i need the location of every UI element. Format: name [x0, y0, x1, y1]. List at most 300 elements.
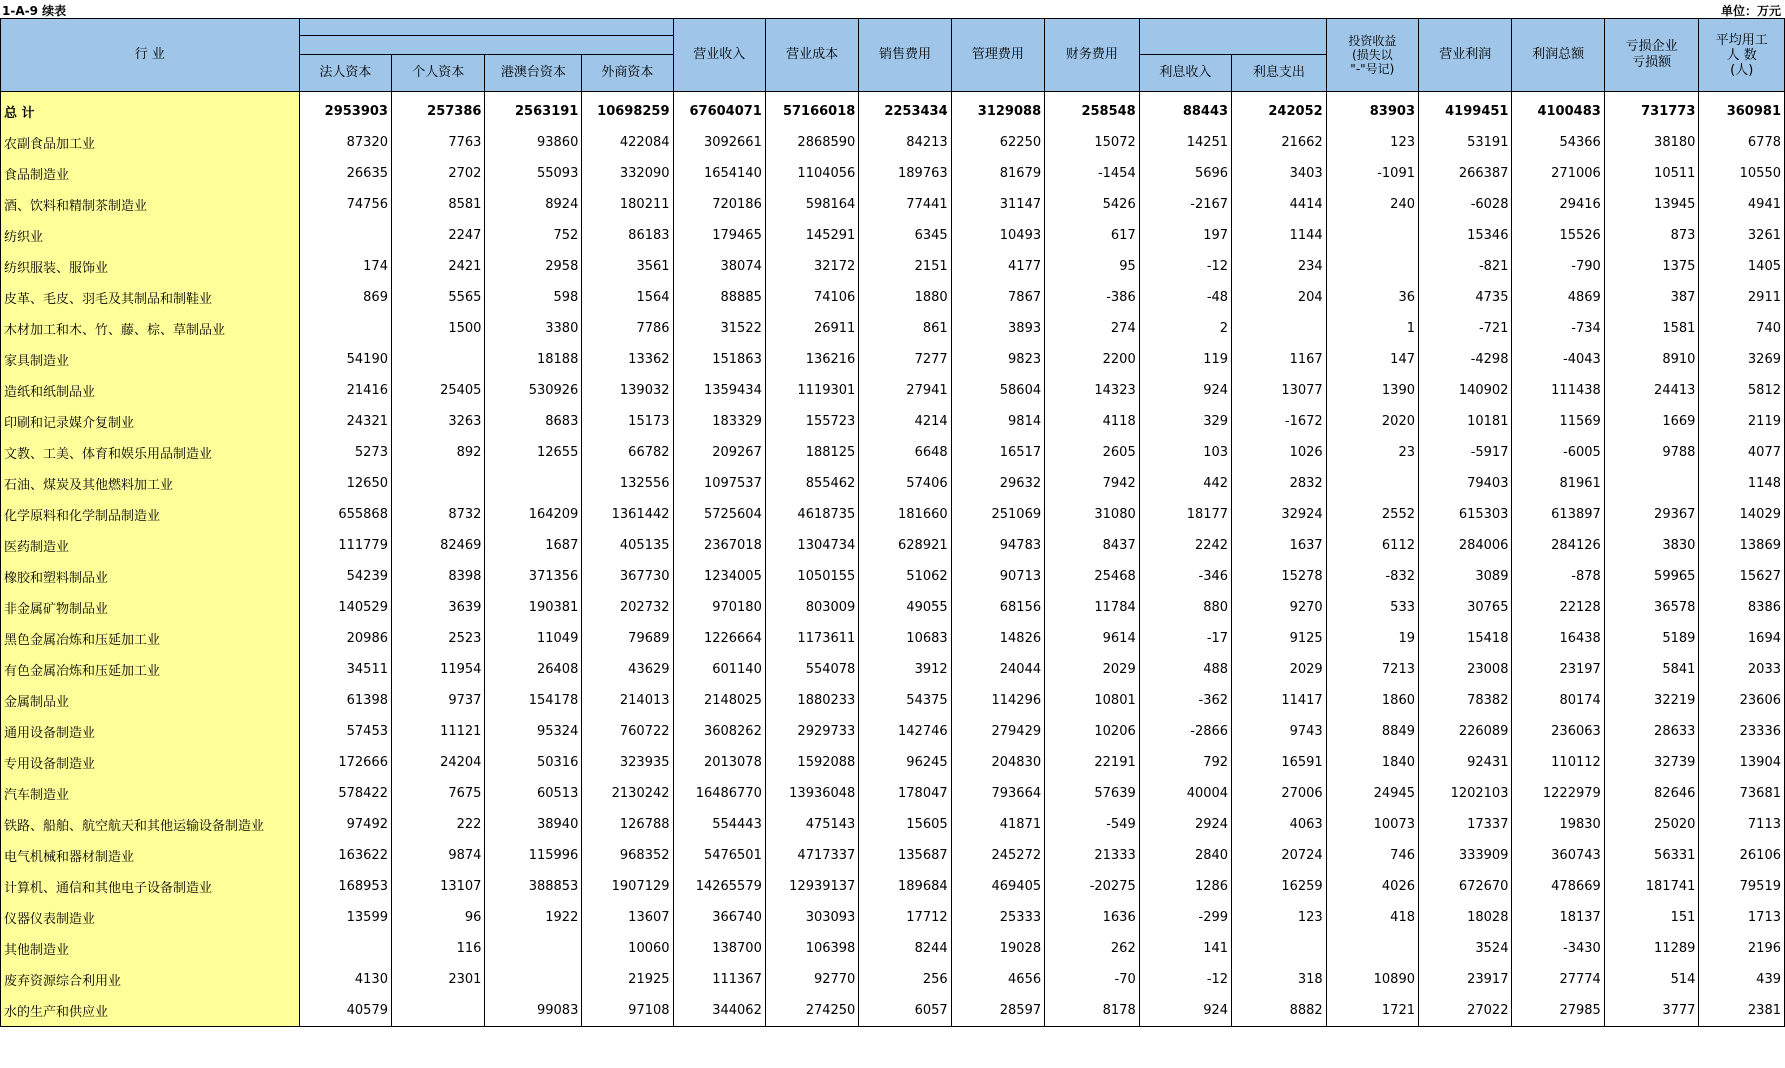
value-cell: 2552: [1326, 499, 1418, 530]
value-cell: 2029: [1045, 654, 1140, 685]
value-cell: 82469: [391, 530, 484, 561]
value-cell: 792: [1139, 747, 1231, 778]
value-cell: 18177: [1139, 499, 1231, 530]
value-cell: 5725604: [673, 499, 765, 530]
value-cell: -878: [1512, 561, 1604, 592]
value-cell: 1592088: [765, 747, 858, 778]
value-cell: [1326, 251, 1418, 282]
value-cell: 11569: [1512, 406, 1604, 437]
value-cell: 4077: [1699, 437, 1785, 468]
value-cell: 488: [1139, 654, 1231, 685]
value-cell: 6112: [1326, 530, 1418, 561]
value-cell: 1167: [1232, 344, 1327, 375]
table-row: [1, 127, 1785, 158]
value-cell: 189763: [859, 158, 951, 189]
value-cell: 57453: [299, 716, 391, 747]
value-cell: 240: [1326, 189, 1418, 220]
value-cell: 16591: [1232, 747, 1327, 778]
value-cell: 3261: [1699, 220, 1785, 251]
value-cell: 367730: [582, 561, 673, 592]
value-cell: 99083: [485, 995, 582, 1027]
value-cell: 284006: [1419, 530, 1512, 561]
value-cell: 10683: [859, 623, 951, 654]
total-row: [1, 95, 1785, 127]
value-cell: -6028: [1419, 189, 1512, 220]
value-cell: 13077: [1232, 375, 1327, 406]
value-cell: 13904: [1699, 747, 1785, 778]
value-cell: 154178: [485, 685, 582, 716]
value-cell: 58604: [951, 375, 1044, 406]
value-cell: 36578: [1604, 592, 1699, 623]
value-cell: 5189: [1604, 623, 1699, 654]
value-cell: 2702: [391, 158, 484, 189]
value-cell: 3830: [1604, 530, 1699, 561]
value-cell: 40579: [299, 995, 391, 1027]
value-cell: 4869: [1512, 282, 1604, 313]
table-row: [1, 871, 1785, 902]
value-cell: 1669: [1604, 406, 1699, 437]
value-cell: 29367: [1604, 499, 1699, 530]
value-cell: 15278: [1232, 561, 1327, 592]
value-cell: 5273: [299, 437, 391, 468]
table-row: [1, 406, 1785, 437]
value-cell: 81961: [1512, 468, 1604, 499]
value-cell: -821: [1419, 251, 1512, 282]
value-cell: -4298: [1419, 344, 1512, 375]
table-row: [1, 344, 1785, 375]
value-cell: 24945: [1326, 778, 1418, 809]
value-cell: 27774: [1512, 964, 1604, 995]
value-cell: 50316: [485, 747, 582, 778]
value-cell: 28633: [1604, 716, 1699, 747]
value-cell: -12: [1139, 251, 1231, 282]
value-cell: 1721: [1326, 995, 1418, 1027]
value-cell: 66782: [582, 437, 673, 468]
value-cell: -12: [1139, 964, 1231, 995]
table-row: [1, 158, 1785, 189]
value-cell: 181660: [859, 499, 951, 530]
value-cell: 84213: [859, 127, 951, 158]
value-cell: 514: [1604, 964, 1699, 995]
table-row: [1, 623, 1785, 654]
value-cell: 5565: [391, 282, 484, 313]
value-cell: 10511: [1604, 158, 1699, 189]
value-cell: 2367018: [673, 530, 765, 561]
value-cell: 2151: [859, 251, 951, 282]
value-cell: 164209: [485, 499, 582, 530]
value-cell: 43629: [582, 654, 673, 685]
value-cell: 188125: [765, 437, 858, 468]
industry-name: 食品制造业: [1, 158, 300, 189]
industry-name: 酒、饮料和精制茶制造业: [1, 189, 300, 220]
industry-name: 印刷和记录媒介复制业: [1, 406, 300, 437]
value-cell: 9737: [391, 685, 484, 716]
value-cell: 23606: [1699, 685, 1785, 716]
value-cell: 5476501: [673, 840, 765, 871]
value-cell: -386: [1045, 282, 1140, 313]
value-cell: 1148: [1699, 468, 1785, 499]
value-cell: 73681: [1699, 778, 1785, 809]
industry-name: 化学原料和化学制品制造业: [1, 499, 300, 530]
value-cell: 55093: [485, 158, 582, 189]
value-cell: 793664: [951, 778, 1044, 809]
value-cell: 8244: [859, 933, 951, 964]
value-cell: 190381: [485, 592, 582, 623]
value-cell: 1637: [1232, 530, 1327, 561]
value-cell: 9125: [1232, 623, 1327, 654]
value-cell: 2868590: [765, 127, 858, 158]
industry-name: 有色金属冶炼和压延加工业: [1, 654, 300, 685]
value-cell: 10698259: [582, 95, 673, 127]
value-cell: 57166018: [765, 95, 858, 127]
header-avg-employees: 平均用工 人 数 (人): [1699, 19, 1785, 92]
table-row: [1, 809, 1785, 840]
value-cell: 16259: [1232, 871, 1327, 902]
value-cell: 54375: [859, 685, 951, 716]
value-cell: 554078: [765, 654, 858, 685]
value-cell: [391, 995, 484, 1027]
value-cell: 236063: [1512, 716, 1604, 747]
value-cell: 12650: [299, 468, 391, 499]
value-cell: 12939137: [765, 871, 858, 902]
value-cell: 892: [391, 437, 484, 468]
value-cell: 88885: [673, 282, 765, 313]
value-cell: 92431: [1419, 747, 1512, 778]
value-cell: 172666: [299, 747, 391, 778]
value-cell: 9823: [951, 344, 1044, 375]
value-cell: 3639: [391, 592, 484, 623]
value-cell: 204: [1232, 282, 1327, 313]
value-cell: 10073: [1326, 809, 1418, 840]
value-cell: 1390: [1326, 375, 1418, 406]
header-selling-expense: 销售费用: [859, 19, 951, 92]
value-cell: 1687: [485, 530, 582, 561]
value-cell: 97492: [299, 809, 391, 840]
value-cell: 23917: [1419, 964, 1512, 995]
value-cell: 15605: [859, 809, 951, 840]
value-cell: 115996: [485, 840, 582, 871]
header-finance-group: [1139, 19, 1326, 55]
value-cell: 2958: [485, 251, 582, 282]
value-cell: 1694: [1699, 623, 1785, 654]
value-cell: 31147: [951, 189, 1044, 220]
value-cell: -5917: [1419, 437, 1512, 468]
value-cell: 601140: [673, 654, 765, 685]
value-cell: 94783: [951, 530, 1044, 561]
value-cell: 861: [859, 313, 951, 344]
header-hmt-capital: 港澳台资本: [485, 55, 582, 92]
value-cell: [1232, 313, 1327, 344]
value-cell: 1880: [859, 282, 951, 313]
table-row: [1, 716, 1785, 747]
value-cell: -20275: [1045, 871, 1140, 902]
industry-name: 文教、工美、体育和娱乐用品制造业: [1, 437, 300, 468]
value-cell: 67604071: [673, 95, 765, 127]
table-row: [1, 189, 1785, 220]
value-cell: 4026: [1326, 871, 1418, 902]
value-cell: 15418: [1419, 623, 1512, 654]
table-row: [1, 375, 1785, 406]
value-cell: 332090: [582, 158, 673, 189]
value-cell: 86183: [582, 220, 673, 251]
value-cell: 968352: [582, 840, 673, 871]
value-cell: 279429: [951, 716, 1044, 747]
value-cell: 31080: [1045, 499, 1140, 530]
value-cell: 257386: [391, 95, 484, 127]
value-cell: 284126: [1512, 530, 1604, 561]
value-cell: 95324: [485, 716, 582, 747]
value-cell: 13936048: [765, 778, 858, 809]
value-cell: 578422: [299, 778, 391, 809]
value-cell: 613897: [1512, 499, 1604, 530]
value-cell: [1326, 468, 1418, 499]
value-cell: 139032: [582, 375, 673, 406]
value-cell: 15627: [1699, 561, 1785, 592]
value-cell: 14826: [951, 623, 1044, 654]
value-cell: -734: [1512, 313, 1604, 344]
value-cell: 40004: [1139, 778, 1231, 809]
value-cell: 655868: [299, 499, 391, 530]
value-cell: 88443: [1139, 95, 1231, 127]
value-cell: 106398: [765, 933, 858, 964]
value-cell: 8437: [1045, 530, 1140, 561]
value-cell: 8683: [485, 406, 582, 437]
value-cell: 598: [485, 282, 582, 313]
value-cell: 222: [391, 809, 484, 840]
value-cell: -790: [1512, 251, 1604, 282]
value-cell: 8910: [1604, 344, 1699, 375]
header-personal-capital: 个人资本: [391, 55, 484, 92]
value-cell: 3129088: [951, 95, 1044, 127]
value-cell: 360981: [1699, 95, 1785, 127]
value-cell: 204830: [951, 747, 1044, 778]
value-cell: 1097537: [673, 468, 765, 499]
value-cell: 34511: [299, 654, 391, 685]
value-cell: 38940: [485, 809, 582, 840]
value-cell: 1840: [1326, 747, 1418, 778]
value-cell: 155723: [765, 406, 858, 437]
industry-name: 造纸和纸制品业: [1, 375, 300, 406]
value-cell: 25020: [1604, 809, 1699, 840]
industry-name: 通用设备制造业: [1, 716, 300, 747]
value-cell: 2929733: [765, 716, 858, 747]
value-cell: 533: [1326, 592, 1418, 623]
value-cell: 21416: [299, 375, 391, 406]
value-cell: -48: [1139, 282, 1231, 313]
value-cell: 615303: [1419, 499, 1512, 530]
value-cell: 628921: [859, 530, 951, 561]
value-cell: 14323: [1045, 375, 1140, 406]
value-cell: 1636: [1045, 902, 1140, 933]
value-cell: 4118: [1045, 406, 1140, 437]
value-cell: 371356: [485, 561, 582, 592]
value-cell: 96: [391, 902, 484, 933]
value-cell: 1581: [1604, 313, 1699, 344]
value-cell: 21333: [1045, 840, 1140, 871]
table-row: [1, 840, 1785, 871]
value-cell: 388853: [485, 871, 582, 902]
value-cell: 126788: [582, 809, 673, 840]
value-cell: 80174: [1512, 685, 1604, 716]
value-cell: 2253434: [859, 95, 951, 127]
value-cell: 10890: [1326, 964, 1418, 995]
header-revenue: 营业收入: [673, 19, 765, 92]
value-cell: 7786: [582, 313, 673, 344]
value-cell: 16517: [951, 437, 1044, 468]
value-cell: 6648: [859, 437, 951, 468]
value-cell: 318: [1232, 964, 1327, 995]
value-cell: 3263: [391, 406, 484, 437]
industry-name: 纺织业: [1, 220, 300, 251]
value-cell: 258548: [1045, 95, 1140, 127]
value-cell: 4130: [299, 964, 391, 995]
value-cell: 26106: [1699, 840, 1785, 871]
value-cell: -6005: [1512, 437, 1604, 468]
value-cell: 333909: [1419, 840, 1512, 871]
value-cell: 4618735: [765, 499, 858, 530]
value-cell: 197: [1139, 220, 1231, 251]
value-cell: 3092661: [673, 127, 765, 158]
value-cell: 8849: [1326, 716, 1418, 747]
value-cell: 3403: [1232, 158, 1327, 189]
value-cell: 57406: [859, 468, 951, 499]
value-cell: 26911: [765, 313, 858, 344]
value-cell: 1907129: [582, 871, 673, 902]
value-cell: 2953903: [299, 95, 391, 127]
value-cell: 114296: [951, 685, 1044, 716]
value-cell: [391, 468, 484, 499]
value-cell: -1454: [1045, 158, 1140, 189]
value-cell: 97108: [582, 995, 673, 1027]
value-cell: 439: [1699, 964, 1785, 995]
value-cell: 9814: [951, 406, 1044, 437]
value-cell: 81679: [951, 158, 1044, 189]
value-cell: 21662: [1232, 127, 1327, 158]
value-cell: 202732: [582, 592, 673, 623]
value-cell: 2242: [1139, 530, 1231, 561]
value-cell: -2866: [1139, 716, 1231, 747]
industry-name: 家具制造业: [1, 344, 300, 375]
value-cell: 3380: [485, 313, 582, 344]
value-cell: 3893: [951, 313, 1044, 344]
value-cell: 740: [1699, 313, 1785, 344]
value-cell: 13869: [1699, 530, 1785, 561]
value-cell: 41871: [951, 809, 1044, 840]
value-cell: 54239: [299, 561, 391, 592]
value-cell: [1604, 468, 1699, 499]
value-cell: 598164: [765, 189, 858, 220]
value-cell: 180211: [582, 189, 673, 220]
value-cell: 62250: [951, 127, 1044, 158]
value-cell: 83903: [1326, 95, 1418, 127]
value-cell: 21925: [582, 964, 673, 995]
value-cell: 181741: [1604, 871, 1699, 902]
value-cell: 18028: [1419, 902, 1512, 933]
value-cell: 25333: [951, 902, 1044, 933]
value-cell: 4214: [859, 406, 951, 437]
value-cell: 5812: [1699, 375, 1785, 406]
value-cell: 10801: [1045, 685, 1140, 716]
value-cell: 262: [1045, 933, 1140, 964]
value-cell: 54366: [1512, 127, 1604, 158]
value-cell: 18188: [485, 344, 582, 375]
value-cell: 19: [1326, 623, 1418, 654]
industry-name: 农副食品加工业: [1, 127, 300, 158]
industry-name: 铁路、船舶、航空航天和其他运输设备制造业: [1, 809, 300, 840]
value-cell: 132556: [582, 468, 673, 499]
value-cell: 1713: [1699, 902, 1785, 933]
value-cell: 74106: [765, 282, 858, 313]
value-cell: 168953: [299, 871, 391, 902]
value-cell: 140902: [1419, 375, 1512, 406]
value-cell: -4043: [1512, 344, 1604, 375]
value-cell: 2605: [1045, 437, 1140, 468]
value-cell: 8581: [391, 189, 484, 220]
value-cell: 7113: [1699, 809, 1785, 840]
value-cell: 24204: [391, 747, 484, 778]
value-cell: 60513: [485, 778, 582, 809]
value-cell: 90713: [951, 561, 1044, 592]
value-cell: [299, 313, 391, 344]
industry-name: 仪器仪表制造业: [1, 902, 300, 933]
value-cell: 1026: [1232, 437, 1327, 468]
value-cell: 7277: [859, 344, 951, 375]
value-cell: 274: [1045, 313, 1140, 344]
value-cell: 138700: [673, 933, 765, 964]
value-cell: 38180: [1604, 127, 1699, 158]
value-cell: 226089: [1419, 716, 1512, 747]
table-row: [1, 220, 1785, 251]
value-cell: 19830: [1512, 809, 1604, 840]
unit-label: 单位：万元: [1720, 4, 1781, 18]
table-row: [1, 933, 1785, 964]
value-cell: -70: [1045, 964, 1140, 995]
industry-name: 电气机械和器材制造业: [1, 840, 300, 871]
value-cell: 10181: [1419, 406, 1512, 437]
table-row: [1, 685, 1785, 716]
value-cell: 13945: [1604, 189, 1699, 220]
table-row: [1, 499, 1785, 530]
header-legal-capital: 法人资本: [299, 55, 391, 92]
value-cell: 141: [1139, 933, 1231, 964]
value-cell: 2148025: [673, 685, 765, 716]
value-cell: 14029: [1699, 499, 1785, 530]
value-cell: 27941: [859, 375, 951, 406]
table-row: [1, 995, 1785, 1027]
value-cell: 68156: [951, 592, 1044, 623]
table-body: [1, 92, 1785, 1027]
value-cell: 79689: [582, 623, 673, 654]
value-cell: 2832: [1232, 468, 1327, 499]
value-cell: 970180: [673, 592, 765, 623]
value-cell: 3524: [1419, 933, 1512, 964]
value-cell: 13362: [582, 344, 673, 375]
value-cell: 752: [485, 220, 582, 251]
value-cell: 274250: [765, 995, 858, 1027]
value-cell: 24044: [951, 654, 1044, 685]
value-cell: 1405: [1699, 251, 1785, 282]
table-title: 1-A-9 续表: [2, 4, 67, 18]
value-cell: [1326, 220, 1418, 251]
industry-name: 黑色金属冶炼和压延加工业: [1, 623, 300, 654]
value-cell: 93860: [485, 127, 582, 158]
table-row: [1, 437, 1785, 468]
value-cell: 87320: [299, 127, 391, 158]
value-cell: 31522: [673, 313, 765, 344]
value-cell: 344062: [673, 995, 765, 1027]
value-cell: 9788: [1604, 437, 1699, 468]
header-capital-group: [299, 19, 673, 36]
